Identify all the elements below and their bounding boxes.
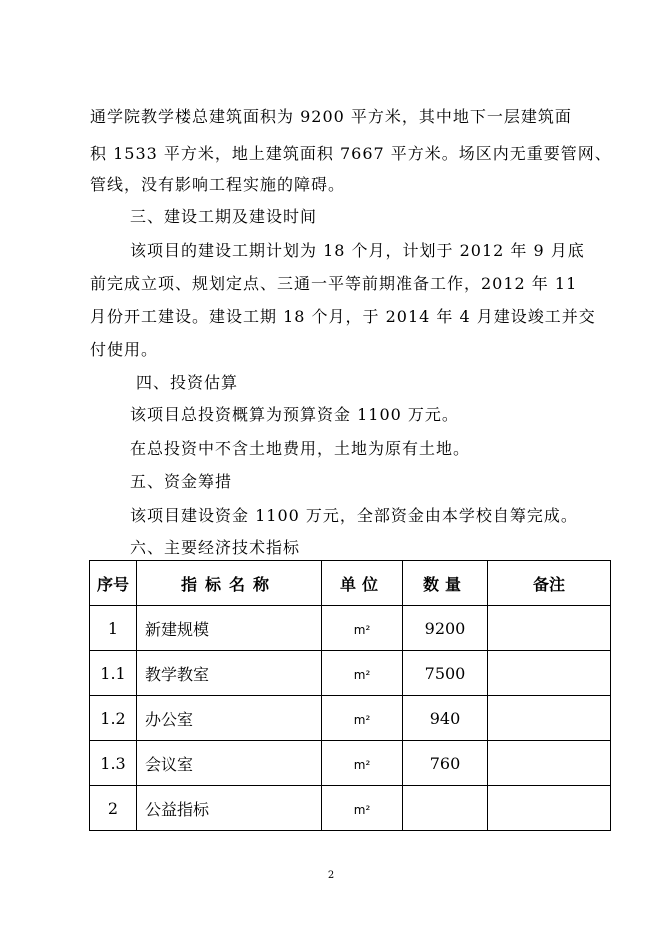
unit-text: m²	[353, 622, 371, 637]
cell-name: 会议室	[137, 741, 322, 786]
paragraph-line: 通学院教学楼总建筑面积为 9200 平方米，其中地下一层建筑面	[90, 107, 572, 126]
cell-note	[488, 741, 611, 786]
table-row	[90, 786, 611, 831]
cell-unit	[322, 786, 403, 831]
cell-seq: 1.1	[90, 651, 137, 696]
cell-seq: 1.3	[90, 741, 137, 786]
section-heading: 五、资金筹措	[130, 472, 233, 491]
paragraph-line: 积 1533 平方米，地上建筑面积 7667 平方米。场区内无重要管网、	[90, 144, 612, 163]
cell-seq: 2	[90, 786, 137, 831]
cell-unit	[322, 651, 403, 696]
unit-text: m²	[353, 667, 371, 682]
cell-qty: 940	[403, 696, 488, 741]
table-row	[90, 696, 611, 741]
cell-unit	[322, 696, 403, 741]
unit-text: m²	[353, 712, 371, 727]
paragraph-line: 在总投资中不含土地费用，土地为原有土地。	[130, 439, 471, 458]
cell-qty: 7500	[403, 651, 488, 696]
table-row	[90, 651, 611, 696]
table-header-row	[90, 561, 611, 606]
table-row	[90, 606, 611, 651]
cell-note	[488, 786, 611, 831]
cell-name: 办公室	[137, 696, 322, 741]
header-note: 备注	[488, 561, 611, 606]
cell-unit	[322, 606, 403, 651]
cell-name: 教学教室	[137, 651, 322, 696]
section-heading: 三、建设工期及建设时间	[130, 207, 318, 226]
section-heading: 六、主要经济技术指标	[130, 538, 301, 557]
paragraph-line: 付使用。	[90, 340, 159, 359]
cell-seq: 1	[90, 606, 137, 651]
header-name: 指标名称	[137, 561, 322, 606]
header-qty: 数量	[403, 561, 488, 606]
cell-qty: 9200	[403, 606, 488, 651]
paragraph-line: 月份开工建设。建设工期 18 个月，于 2014 年 4 月建设竣工并交	[90, 307, 596, 326]
paragraph-line: 该项目建设资金 1100 万元，全部资金由本学校自筹完成。	[130, 506, 578, 525]
cell-note	[488, 606, 611, 651]
cell-name: 公益指标	[137, 786, 322, 831]
cell-name: 新建规模	[137, 606, 322, 651]
table-row	[90, 741, 611, 786]
cell-qty	[403, 786, 488, 831]
page-number: 2	[327, 870, 335, 881]
cell-unit	[322, 741, 403, 786]
unit-text: m²	[353, 757, 371, 772]
section-heading: 四、投资估算	[136, 373, 239, 392]
paragraph-line: 前完成立项、规划定点、三通一平等前期准备工作，2012 年 11	[90, 274, 578, 293]
economic-indicators-table	[89, 560, 611, 831]
cell-qty: 760	[403, 741, 488, 786]
paragraph-line: 该项目的建设工期计划为 18 个月，计划于 2012 年 9 月底	[130, 241, 585, 260]
cell-seq: 1.2	[90, 696, 137, 741]
cell-note	[488, 651, 611, 696]
paragraph-line: 管线，没有影响工程实施的障碍。	[90, 175, 346, 194]
unit-text: m²	[353, 802, 371, 817]
header-unit: 单位	[322, 561, 403, 606]
cell-note	[488, 696, 611, 741]
paragraph-line: 该项目总投资概算为预算资金 1100 万元。	[130, 405, 459, 424]
header-seq: 序号	[90, 561, 137, 606]
